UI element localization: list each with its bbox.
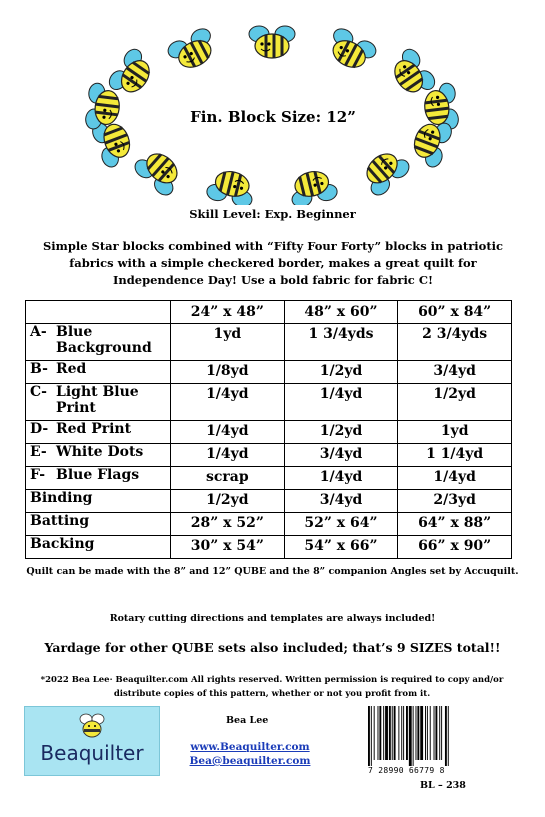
barcode-bar <box>425 706 426 760</box>
yardage-value: 64” x 88” <box>398 513 512 536</box>
fabric-label-cell <box>26 444 171 467</box>
column-header: 60” x 84” <box>398 301 512 324</box>
beaquilter-logo <box>24 706 160 776</box>
pattern-description: Simple Star blocks combined with “Fifty Four Forty” blocks in patriotic fabrics with a simple checkered border, makes a great quilt for Independence Day! Use a bold fabric for fabric C! <box>42 239 504 287</box>
fabric-name: White Dots <box>56 444 144 460</box>
finished-block-size: Fin. Block Size: 12” <box>190 108 356 126</box>
barcode-bar <box>430 706 431 760</box>
yardage-value: 54” x 66” <box>284 536 398 559</box>
logo-text: Beaquilter <box>40 741 144 765</box>
yardage-value: 1/2yd <box>171 490 285 513</box>
barcode-bar <box>403 706 404 760</box>
yardage-value: 3/4yd <box>284 490 398 513</box>
column-header: 48” x 60” <box>284 301 398 324</box>
yardage-value: scrap <box>171 467 285 490</box>
yardage-value: 3/4yd <box>398 361 512 384</box>
barcode-bar <box>379 706 381 760</box>
qube-note: Quilt can be made with the 8” and 12” QUBE and the 8” companion Angles set by Accuquilt. <box>26 566 519 577</box>
yardage-value: 3/4yd <box>284 444 398 467</box>
barcode-bar <box>401 706 402 760</box>
barcode-bar <box>427 706 428 760</box>
yardage-value: 1yd <box>171 324 285 361</box>
fabric-name: Backing <box>30 536 95 552</box>
table-row <box>26 361 512 384</box>
barcode <box>366 706 482 766</box>
bee-wreath-illustration <box>0 0 545 205</box>
fabric-name: Blue Background <box>56 324 152 356</box>
fabric-label-cell <box>26 421 171 444</box>
yardage-value: 1yd <box>398 421 512 444</box>
yardage-value: 2/3yd <box>398 490 512 513</box>
table-row <box>26 490 512 513</box>
bee-icon <box>249 26 295 58</box>
barcode-bar <box>374 706 375 760</box>
yardage-value: 1/8yd <box>171 361 285 384</box>
fabric-name: Light Blue Print <box>56 384 139 416</box>
table-header-row <box>26 301 512 324</box>
yardage-value: 1/2yd <box>284 361 398 384</box>
barcode-bar <box>420 706 423 760</box>
pattern-code: BL – 238 <box>420 780 466 791</box>
yardage-value: 28” x 52” <box>171 513 285 536</box>
fabric-letter: F- <box>30 467 46 483</box>
yardage-value: 30” x 54” <box>171 536 285 559</box>
barcode-bar <box>371 706 372 766</box>
bee-icon <box>131 144 187 198</box>
bee-logo-icon <box>77 711 107 739</box>
yardage-value: 1/4yd <box>171 421 285 444</box>
table-row <box>26 467 512 490</box>
barcode-bar <box>406 706 408 760</box>
fabric-label-cell <box>26 384 171 421</box>
fabric-letter: A- <box>30 324 47 340</box>
fabric-label-cell <box>26 513 171 536</box>
barcode-bar <box>385 706 388 760</box>
barcode-bar <box>392 706 393 760</box>
fabric-name: Batting <box>30 513 90 529</box>
yardage-value: 1 3/4yds <box>284 324 398 361</box>
rotary-note: Rotary cutting directions and templates are always included! <box>109 613 436 624</box>
barcode-bar <box>448 706 449 766</box>
barcode-bar <box>398 706 399 760</box>
bee-icon <box>205 167 257 205</box>
barcode-bar <box>409 706 412 766</box>
column-header: 24” x 48” <box>171 301 285 324</box>
yardage-table <box>25 300 512 559</box>
skill-level: Skill Level: Exp. Beginner <box>189 207 356 221</box>
barcode-bar <box>445 706 447 766</box>
sizes-note: Yardage for other QUBE sets also included; that’s 9 SIZES total!! <box>44 640 501 655</box>
bee-icon <box>165 26 221 76</box>
yardage-value: 1 1/4yd <box>398 444 512 467</box>
barcode-bar <box>413 706 414 766</box>
barcode-bar <box>434 706 435 760</box>
yardage-value: 66” x 90” <box>398 536 512 559</box>
bee-icon <box>287 167 339 205</box>
fabric-label-cell <box>26 490 171 513</box>
barcode-bar <box>439 706 440 760</box>
table-row <box>26 421 512 444</box>
website-link[interactable]: www.Beaquilter.com <box>190 741 310 753</box>
table-row <box>26 536 512 559</box>
table-row <box>26 513 512 536</box>
fabric-letter: C- <box>30 384 47 400</box>
barcode-bar <box>435 706 437 760</box>
fabric-name: Binding <box>30 490 93 506</box>
fabric-name: Blue Flags <box>56 467 140 483</box>
yardage-value: 1/4yd <box>284 467 398 490</box>
barcode-bar <box>394 706 396 760</box>
barcode-bar <box>383 706 384 760</box>
barcode-number: 7 28990 66779 8 <box>368 766 445 775</box>
barcode-bar <box>416 706 417 760</box>
yardage-value: 52” x 64” <box>284 513 398 536</box>
fabric-letter: B- <box>30 361 48 377</box>
yardage-value: 1/2yd <box>398 384 512 421</box>
fabric-name: Red <box>56 361 87 377</box>
fabric-label-cell <box>26 361 171 384</box>
barcode-bar <box>417 706 419 760</box>
fabric-label-cell <box>26 536 171 559</box>
fabric-name: Red Print <box>56 421 132 437</box>
barcode-bar <box>389 706 391 760</box>
yardage-value: 1/4yd <box>171 384 285 421</box>
table-row <box>26 324 512 361</box>
fabric-label-cell <box>26 324 171 361</box>
table-row <box>26 444 512 467</box>
yardage-value: 2 3/4yds <box>398 324 512 361</box>
bee-icon <box>323 26 379 76</box>
bee-icon <box>357 144 413 198</box>
barcode-bar <box>368 706 370 766</box>
copyright-notice: *2022 Bea Lee· Beaquilter.com All rights reserved. Written permission is required to copy and/or distribute copies of this pattern, whether or not you profit from it. <box>40 675 504 699</box>
yardage-value: 1/2yd <box>284 421 398 444</box>
fabric-label-cell <box>26 467 171 490</box>
table-row <box>26 384 512 421</box>
yardage-value: 1/4yd <box>284 384 398 421</box>
author-name: Bea Lee <box>226 715 269 726</box>
table-corner-cell <box>26 301 171 324</box>
fabric-letter: E- <box>30 444 47 460</box>
barcode-bar <box>441 706 442 760</box>
yardage-value: 1/4yd <box>171 444 285 467</box>
yardage-value: 1/4yd <box>398 467 512 490</box>
fabric-letter: D- <box>30 421 49 437</box>
contact-links <box>186 740 314 768</box>
barcode-bar <box>378 706 379 760</box>
email-link[interactable]: Bea@beaquilter.com <box>189 755 311 767</box>
